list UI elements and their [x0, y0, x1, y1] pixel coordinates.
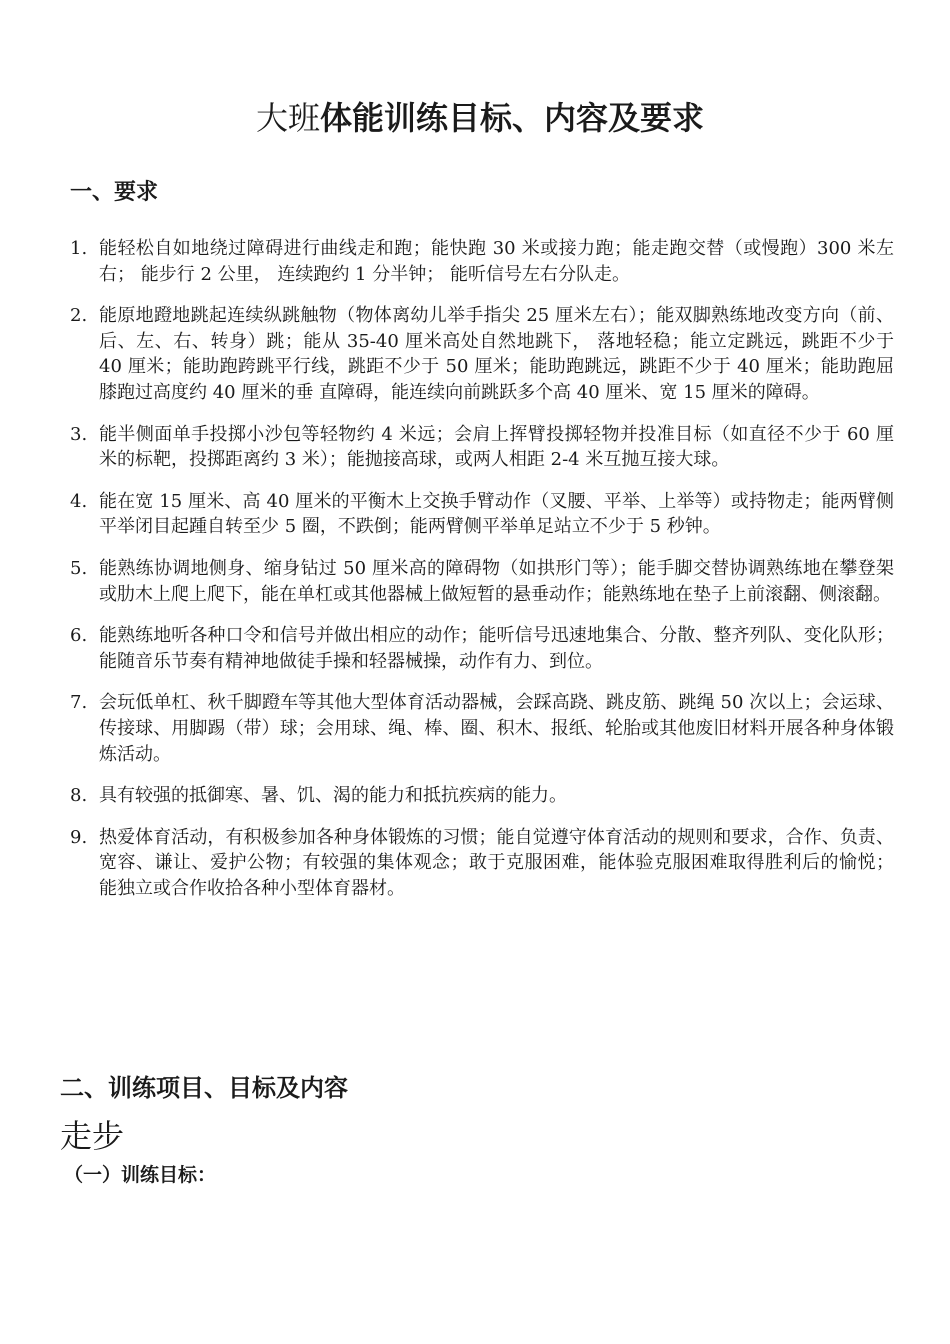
list-item-text: 能半侧面单手投掷小沙包等轻物约 4 米远；会肩上挥臂投掷轻物并投准目标（如直径不少于 60 厘米的标靶，投掷距离约 3 米）；能抛接高球，或两人相距 2-4 米互抛互接大球。	[99, 423, 894, 471]
list-item-number: 2.	[70, 305, 88, 327]
subsection-heading-training-goals: （一）训练目标：	[64, 1164, 217, 1186]
list-item	[70, 690, 894, 767]
list-item-text: 能原地蹬地跳起连续纵跳触物（物体离幼儿举手指尖 25 厘米左右）；能双脚熟练地改变方向（前、后、左、右、转身）跳；能从 35-40 厘米高处自然地跳下， 落地轻稳；能立定跳远，跳距不少于 40 厘米；能助跑跨跳平行线，跳距不少于 50 厘米；能助跑跳远，跳距不少于 40 厘米；能助跑屈膝跑过高度约 40 厘米的垂 直障碍，能连续向前跳跃多个高 40 厘米、宽 15 厘米的障碍。	[99, 305, 894, 403]
title-prefix: 大班	[255, 99, 320, 137]
list-item-number: 9.	[70, 826, 88, 848]
list-item	[70, 422, 894, 473]
list-item	[70, 825, 894, 902]
list-item	[70, 236, 894, 287]
section-heading-requirements: 一、要求	[70, 180, 159, 205]
list-item-text: 能轻松自如地绕过障碍进行曲线走和跑；能快跑 30 米或接力跑；能走跑交替（或慢跑）300 米左右； 能步行 2 公里， 连续跑约 1 分半钟； 能听信号左右分队走。	[99, 238, 894, 285]
list-item	[70, 783, 894, 809]
list-item-number: 1.	[70, 238, 88, 259]
list-item-number: 3.	[70, 423, 88, 445]
section-heading-walking: 走步	[60, 1117, 125, 1155]
list-item-number: 5.	[70, 557, 88, 579]
list-item-text: 能在宽 15 厘米、高 40 厘米的平衡木上交换手臂动作（叉腰、平举、上举等）或持物走；能两臂侧平举闭目起踵自转至少 5 圈，不跌倒；能两臂侧平举单足站立不少于 5 秒钟。	[99, 490, 894, 538]
list-item-number: 6.	[70, 625, 88, 647]
requirements-list	[70, 236, 894, 917]
title-main: 体能训练目标、内容及要求	[320, 99, 705, 137]
list-item	[70, 303, 894, 405]
list-item-text: 具有较强的抵御寒、暑、饥、渴的能力和抵抗疾病的能力。	[99, 785, 567, 807]
list-item-text: 会玩低单杠、秋千脚蹬车等其他大型体育活动器械，会踩高跷、跳皮筋、跳绳 50 次以上；会运球、传接球、用脚踢（带）球；会用球、绳、棒、圈、积木、报纸、轮胎或其他废旧材料开展各种身体锻炼活动。	[99, 692, 894, 765]
list-item-number: 7.	[70, 692, 88, 714]
list-item	[70, 556, 894, 607]
list-item-text: 能熟练地听各种口令和信号并做出相应的动作；能听信号迅速地集合、分散、整齐列队、变化队形；能随音乐节奏有精神地做徒手操和轻器械操，动作有力、到位。	[99, 625, 894, 672]
list-item-text: 能熟练协调地侧身、缩身钻过 50 厘米高的障碍物（如拱形门等）；能手脚交替协调熟练地在攀登架或肋木上爬上爬下，能在单杠或其他器械上做短暂的悬垂动作；能熟练地在垫子上前滚翻、侧滚翻。	[99, 557, 894, 605]
list-item	[70, 489, 894, 540]
list-item	[70, 623, 894, 674]
section-heading-training-items: 二、训练项目、目标及内容	[60, 1074, 348, 1102]
list-item-text: 热爱体育活动，有积极参加各种身体锻炼的习惯；能自觉遵守体育活动的规则和要求，合作、负责、宽容、谦让、爱护公物；有较强的集体观念；敢于克服困难，能体验克服困难取得胜利后的愉悦； 能独立或合作收拾各种小型体育器材。	[99, 826, 894, 899]
list-item-number: 4.	[70, 490, 88, 512]
page-title	[0, 96, 950, 140]
list-item-number: 8.	[70, 785, 88, 807]
